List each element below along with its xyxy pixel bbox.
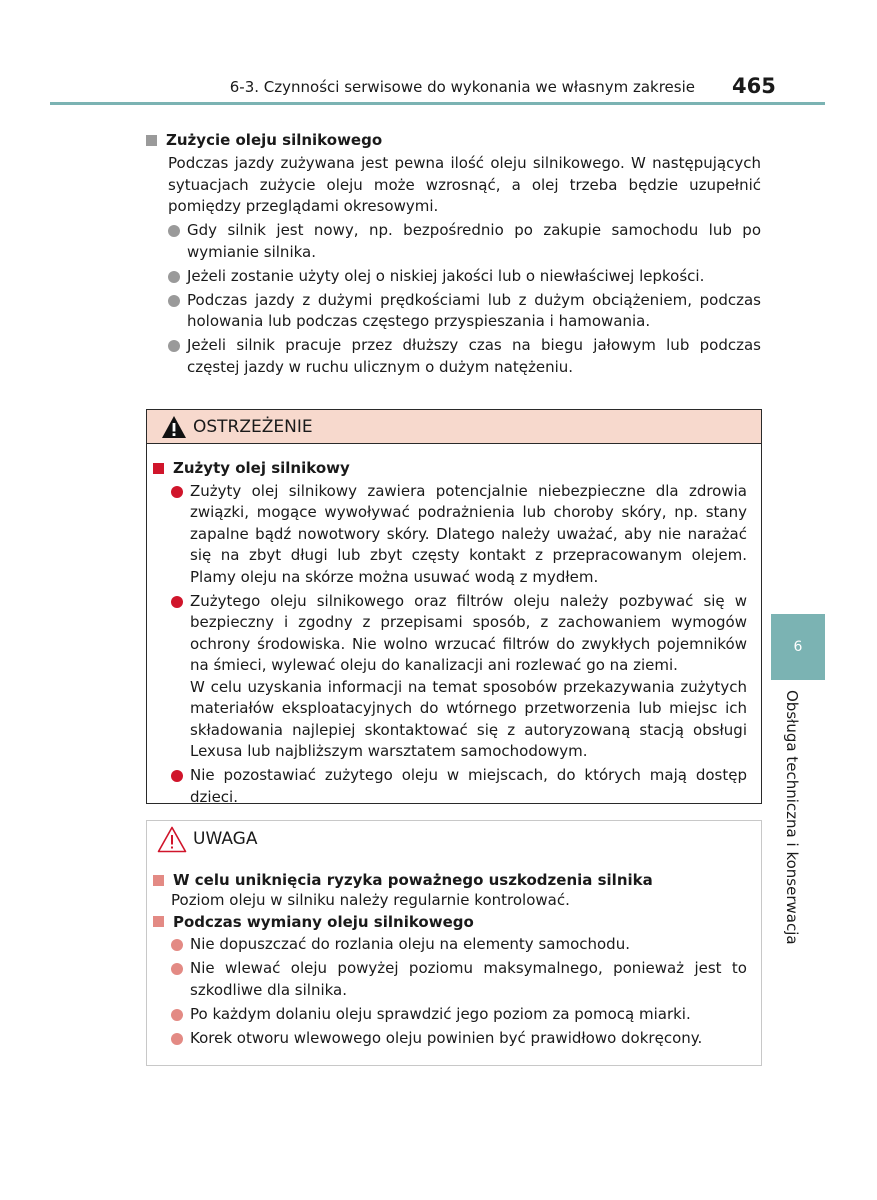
notice-header bbox=[147, 821, 761, 857]
intro-paragraph: Podczas jazdy zużywana jest pewna ilość oleju silnikowego. W następujących sytuacjach zużycie oleju może wzrosnąć, a olej trzeba będzie uzupełnić pomiędzy przeglądami okresowymi. bbox=[168, 154, 761, 215]
warning-title: OSTRZEŻENIE bbox=[193, 416, 313, 437]
bullet-icon bbox=[171, 963, 183, 975]
list-item bbox=[168, 335, 761, 378]
bullet-icon bbox=[171, 596, 183, 608]
list-item-text: Jeżeli zostanie użyty olej o niskiej jakości lub o niewłaściwej lepkości. bbox=[187, 266, 705, 285]
section-heading bbox=[146, 130, 761, 150]
section-title: 6-3. Czynności serwisowe do wykonania we własnym zakresie bbox=[229, 78, 695, 96]
chapter-title: Obsługa techniczna i konserwacja bbox=[783, 690, 801, 945]
list-item bbox=[171, 765, 747, 808]
list-item bbox=[168, 290, 761, 333]
list-item-text: Zużytego oleju silnikowego oraz filtrów oleju należy pozbywać się w bezpieczny i zgodny z przepisami sposób, z zachowaniem wymogów ochrony środowiska. Nie wolno wrzucać filtrów do zwykłych pojemników na śmieci, wylewać oleju do kanalizacji ani rozlewać go na ziemi. bbox=[190, 591, 747, 674]
chapter-number: 6 bbox=[793, 639, 803, 655]
list-item-text: Zużyty olej silnikowy zawiera potencjalnie niebezpieczne dla zdrowia związki, mogące wywoływać podrażnienia lub choroby skóry, np. stany zapalne bądź nowotwory skóry. Dlatego należy uważać, aby nie narażać się na zbyt długi lub zbyt częsty kontakt z przepracowanym olejem. Plamy oleju na skórze można usuwać wodą z mydłem. bbox=[190, 481, 747, 586]
square-bullet-icon bbox=[153, 463, 164, 474]
caution-triangle-icon bbox=[157, 826, 187, 853]
list-item bbox=[171, 481, 747, 589]
heading-text: W celu uniknięcia ryzyka poważnego uszkodzenia silnika bbox=[173, 871, 653, 889]
bullet-icon bbox=[171, 1033, 183, 1045]
list-item bbox=[168, 220, 761, 263]
page-number: 465 bbox=[732, 74, 776, 98]
notice-heading bbox=[153, 912, 747, 932]
bullet-icon bbox=[171, 770, 183, 782]
list-item-text: Jeżeli silnik pracuje przez dłuższy czas na biegu jałowym lub podczas częstej jazdy w ruchu ulicznym o dużym natężeniu. bbox=[187, 336, 761, 376]
notice-box bbox=[146, 820, 762, 1066]
notice-title: UWAGA bbox=[193, 829, 258, 849]
notice-heading bbox=[153, 870, 747, 890]
chapter-tab bbox=[771, 614, 825, 680]
bullet-icon bbox=[168, 271, 180, 283]
list-item-text: Po każdym dolaniu oleju sprawdzić jego poziom za pomocą miarki. bbox=[190, 1004, 691, 1023]
list-item bbox=[171, 1028, 747, 1050]
list-item-text: Korek otworu wlewowego oleju powinien być prawidłowo dokręcony. bbox=[190, 1028, 703, 1047]
list-item-text: Nie wlewać oleju powyżej poziomu maksymalnego, ponieważ jest to szkodliwe dla silnika. bbox=[190, 959, 747, 999]
list-item bbox=[171, 1004, 747, 1026]
bullet-icon bbox=[171, 486, 183, 498]
warning-triangle-icon bbox=[161, 415, 187, 439]
bullet-icon bbox=[168, 225, 180, 237]
square-bullet-icon bbox=[146, 135, 157, 146]
heading-text: Zużyty olej silnikowy bbox=[173, 459, 350, 477]
warning-box bbox=[146, 409, 762, 804]
bullet-icon bbox=[171, 939, 183, 951]
heading-text: Podczas wymiany oleju silnikowego bbox=[173, 912, 474, 931]
list-item bbox=[171, 958, 747, 1001]
list-item-text: Nie pozostawiać zużytego oleju w miejscach, do których mają dostęp dzieci. bbox=[190, 766, 747, 806]
list-item-text: Nie dopuszczać do rozlania oleju na elementy samochodu. bbox=[190, 935, 630, 953]
bullet-icon bbox=[168, 340, 180, 352]
warning-header bbox=[147, 410, 761, 444]
bullet-icon bbox=[168, 295, 180, 307]
heading-text: Zużycie oleju silnikowego bbox=[166, 131, 383, 149]
notice-paragraph: Poziom oleju w silniku należy regularnie kontrolować. bbox=[171, 891, 570, 909]
list-item bbox=[171, 934, 747, 956]
oil-consumption-section bbox=[146, 130, 761, 378]
bullet-icon bbox=[171, 1009, 183, 1021]
list-item bbox=[168, 266, 761, 288]
list-item-text: Gdy silnik jest nowy, np. bezpośrednio po zakupie samochodu lub po wymianie silnika. bbox=[187, 221, 761, 261]
square-bullet-icon bbox=[153, 916, 164, 927]
list-item bbox=[171, 591, 747, 677]
list-item-text: Podczas jazdy z dużymi prędkościami lub z dużym obciążeniem, podczas holowania lub podczas częstego przyspieszania i hamowania. bbox=[187, 290, 761, 330]
warning-heading bbox=[153, 458, 747, 478]
extra-paragraph: W celu uzyskania informacji na temat sposobów przekazywania zużytych materiałów eksploatacyjnych do wtórnego przetworzenia lub miejsc ich składowania najlepiej skontaktować się z autoryzowaną stacją obsługi Lexusa lub najbliższym warsztatem samochodowym. bbox=[190, 677, 747, 760]
square-bullet-icon bbox=[153, 875, 164, 886]
header-divider bbox=[50, 102, 825, 105]
